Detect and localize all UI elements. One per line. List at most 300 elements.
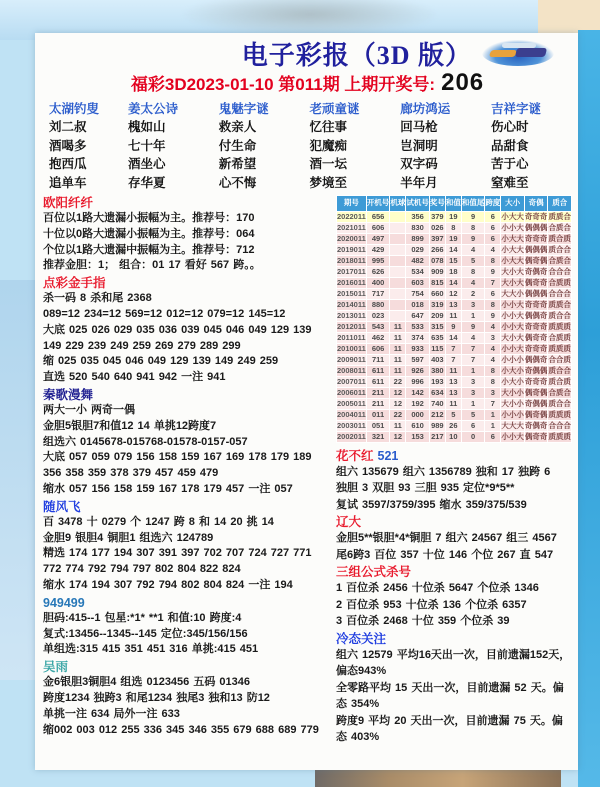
table-cell: 211 [367,399,390,409]
table-cell: 13 [446,377,461,387]
table-row [337,322,571,332]
table-cell: 8 [485,256,500,266]
table-cell: 603 [406,278,429,288]
table-cell: 合合合 [548,289,571,298]
table-cell [390,300,405,310]
table-cell: 379 [431,212,444,221]
table-cell [390,256,405,266]
table-cell: 534 [406,267,429,277]
table-cell: 13 [446,300,461,310]
table-cell: 989 [431,421,444,430]
poem-header: 吉祥字谜 [491,102,542,116]
table-row [337,311,571,321]
table-cell: 奇偶偶 [524,399,548,408]
section-title: 冷态关注 [336,631,387,646]
table-cell: 2004011 [337,410,366,419]
table-cell: 11 [390,355,405,365]
table-cell: 小小大 [501,300,524,309]
table-cell: 2013011 [337,311,366,320]
page-title: 电子彩报（3D 版） [241,40,472,70]
table-cell: 偶偶偶 [524,245,548,254]
table-cell: 偶偶偶 [524,223,548,232]
table-cell: 4 [462,333,485,343]
section-line: 推荐金胆：1； 组合：01 17 看好 567 跨。。 [43,259,261,272]
table-cell: 995 [367,256,390,266]
table-cell: 115 [431,344,444,353]
table-row [337,278,571,288]
table-cell: 小小大 [501,311,524,320]
table-cell: 9 [462,212,485,222]
table-cell: 大小大 [501,267,524,276]
section-line: 3 百位杀 2468 十位 359 个位杀 39 [336,615,510,627]
table-cell: 462 [367,333,390,343]
table-cell: 8 [462,223,485,233]
table-cell: 397 [431,234,444,243]
table-cell: 400 [367,278,390,288]
poem-column-4 [309,101,400,192]
table-cell: 大小小 [501,399,524,408]
section-花不红 [336,448,572,514]
table-cell: 2022011 [337,212,366,221]
table-cell: 3 [462,300,485,310]
table-cell: 610 [406,421,429,431]
table-cell: 7 [462,355,485,365]
poem-line: 抱西瓜 [49,157,87,171]
table-cell: 11 [390,421,405,431]
table-cell: 26 [446,421,461,431]
table-cell: 6 [462,421,485,431]
table-cell: 8 [485,377,500,387]
table-cell: 7 [485,399,500,409]
section-line: 杀一码 8 杀和尾 2368 [43,292,152,305]
history-table [336,195,572,443]
table-cell: 315 [431,322,444,331]
table-header-row [337,196,571,211]
table-cell: 合合合 [548,267,571,276]
table-cell: 374 [406,333,429,343]
table-cell: 8 [462,267,485,277]
table-cell: 19 [446,234,461,244]
table-cell: 2020011 [337,234,366,243]
table-row [337,355,571,365]
table-cell: 质质合 [548,212,571,221]
table-header-cell: 期号 [337,196,366,211]
table-cell: 质合合 [548,245,571,254]
poem-line: 苦于心 [491,157,529,171]
table-cell: 5 [462,256,485,266]
table-cell: 14 [446,278,461,288]
poem-header: 姜太公诗 [127,102,178,116]
table-cell: 356 [406,212,429,222]
table-cell: 606 [367,344,390,354]
table-row [337,344,571,354]
table-cell: 380 [431,366,444,375]
table-cell: 2017011 [337,267,366,276]
section-line: 独胆 3 双胆 93 三胆 935 定位*9*5** [336,482,515,494]
table-cell: 质质质 [548,410,571,419]
table-cell: 543 [367,322,390,332]
table-cell: 0 [462,432,485,442]
section-949499 [43,595,330,658]
table-header-cell: 开机号 [367,196,390,211]
table-cell: 奇奇奇 [524,300,548,309]
table-cell: 合质合 [548,388,571,397]
table-cell [390,267,405,277]
table-cell: 11 [446,399,461,409]
table-cell: 026 [431,223,444,232]
table-cell: 奇偶奇 [524,421,548,430]
poem-columns [43,99,572,192]
table-cell: 1 [462,366,485,376]
table-cell: 8 [485,366,500,376]
section-line: 复试 3597/3759/395 缩水 359/375/539 [336,498,527,511]
poem-line: 刘二叔 [49,120,87,134]
table-cell: 711 [367,355,390,365]
table-cell: 质合质 [548,377,571,386]
issue-subtitle: 福彩3D2023-01-10 第011期 上期开奖号: [130,75,436,94]
section-欧阳纤纤 [43,195,330,274]
table-cell: 9 [462,234,485,244]
section-line: 百位以1路大遗漏小振幅为主。推荐号：170 [43,212,255,224]
section-点彩金手指 [43,275,330,386]
table-cell: 11 [390,366,405,376]
table-cell: 7 [462,344,485,354]
table-cell: 奇奇奇 [524,344,548,353]
table-cell: 533 [406,322,429,332]
table-cell: 830 [406,223,429,233]
section-line: 精选 174 177 194 307 391 397 702 707 724 727 771 772 774 792 794 797 802 804 822 824 [43,547,312,576]
table-row [337,289,571,299]
section-line: 金6银胆3铜胆4 组选 0123456 五码 01346 [43,676,250,689]
main-content [43,195,572,747]
table-cell: 754 [406,289,429,299]
table-cell: 3 [485,333,500,343]
table-cell: 656 [367,212,390,222]
section-title: 花不红 521 [336,448,399,463]
table-cell: 4 [462,245,485,255]
table-cell: 偶偶奇 [524,311,548,320]
table-cell: 9 [446,322,461,332]
section-line: 胆码:415--1 包星:*1* **1 和值:10 跨度:4 [43,611,242,624]
table-cell: 12 [446,289,461,299]
table-cell: 小大小 [501,377,524,386]
table-cell: 小小小 [501,410,524,419]
table-cell: 合质质 [548,278,571,287]
table-cell: 192 [406,399,429,409]
table-cell: 12 [390,399,405,409]
table-cell: 质质合 [548,300,571,309]
table-cell: 18 [446,267,461,277]
table-cell: 8 [446,223,461,233]
table-cell: 029 [406,245,429,255]
table-header-cell: 试机号 [406,196,429,211]
table-cell: 4 [485,355,500,365]
table-row [337,377,571,387]
table-cell: 996 [406,377,429,387]
section-title: 欧阳纤纤 [43,196,94,210]
table-cell: 11 [390,344,405,354]
table-cell: 2007011 [337,377,366,386]
table-cell: 6 [485,223,500,233]
table-cell [390,278,405,288]
table-row [337,223,571,233]
section-line: 单组选:315 415 351 451 316 单挑:415 451 [43,643,259,656]
table-row [337,399,571,409]
table-cell: 926 [406,366,429,376]
poem-line: 七十年 [127,138,166,153]
table-cell: 815 [431,278,444,287]
table-cell: 2021011 [337,223,366,232]
table-cell: 6 [485,289,500,299]
table-cell: 偶奇奇 [524,432,548,441]
table-cell: 奇奇奇 [524,212,548,221]
table-cell: 质合合 [548,366,571,375]
table-cell: 266 [431,245,444,254]
table-row [337,256,571,266]
poem-column-3 [219,101,310,192]
left-edge-background [0,280,35,680]
table-cell: 6 [485,212,500,222]
table-cell: 小小小 [501,355,524,364]
table-header-cell: 跨度 [485,196,500,211]
table-cell: 717 [367,289,390,299]
table-cell: 740 [431,399,444,408]
section-line: 组六 12579 平均16天出一次，目前遗漏152天，偏态943% [336,648,571,677]
table-cell: 209 [431,311,444,320]
table-cell: 9 [485,311,500,321]
table-cell: 4 [485,344,500,354]
table-cell: 635 [431,333,444,342]
table-cell: 2008011 [337,366,366,375]
table-cell [390,234,405,244]
table-cell: 9 [462,322,485,332]
table-cell: 小小大 [501,223,524,232]
poem-line: 酒坐心 [127,157,166,171]
right-sections [336,448,572,746]
boats-logo-icon [482,40,554,66]
poem-line: 忆往事 [309,120,347,134]
table-cell: 大大小 [501,289,524,298]
table-cell: 15 [446,256,461,266]
table-cell: 2 [462,289,485,299]
table-cell: 153 [406,432,429,442]
section-line: 大底 025 026 029 035 036 039 045 046 049 129 139 149 229 239 249 259 269 279 289 299 [43,323,312,352]
table-cell: 2006011 [337,388,366,397]
section-line: 大底 057 059 079 156 158 159 167 169 178 179 189 356 358 359 378 379 457 459 479 [43,451,312,480]
section-title: 随风飞 [43,499,81,514]
table-cell: 597 [406,355,429,365]
table-cell: 大小小 [501,388,524,397]
poem-line: 犯魔痴 [309,138,347,153]
poem-line: 梦境至 [309,175,347,190]
table-cell: 14 [446,245,461,255]
poem-column-5 [400,101,491,192]
table-cell: 合质合 [548,223,571,232]
poem-line: 窒难至 [491,175,529,190]
table-cell: 奇奇奇 [524,377,548,386]
section-line: 百 3478 十 0279 个 1247 跨 8 和 14 20 挑 14 [43,515,274,528]
table-cell: 19 [446,212,461,222]
section-line: 缩水 057 156 158 159 167 178 179 457 一注 057 [43,482,293,495]
table-cell: 3 [462,377,485,387]
table-cell [390,311,405,321]
poem-line: 新希望 [218,157,257,171]
issue-line [43,69,572,99]
table-cell: 9 [485,267,500,277]
table-cell: 偶奇奇 [524,333,548,342]
section-line: 全零路平均 15 天出一次，目前遗漏 52 天。偏态 354% [336,681,564,710]
poem-column-6 [491,101,570,192]
section-line: 金胆5银胆7和值12 14 单挑12跨度7 [43,419,217,432]
table-cell: 319 [431,300,444,309]
table-cell: 大小大 [501,278,524,287]
table-cell: 8 [485,300,500,310]
table-cell: 质质质 [548,344,571,353]
table-row [337,432,571,442]
poem-line: 付生命 [218,138,257,153]
table-header-cell: 质合 [548,196,571,211]
table-cell: 10 [446,432,461,442]
section-title: 辽大 [336,515,362,529]
table-cell: 3 [485,388,500,398]
table-cell: 1 [462,399,485,409]
section-line: 尾6跨3 百位 357 十位 146 个位 267 直 547 [336,548,554,561]
table-cell: 偶偶偶 [524,289,548,298]
table-cell: 899 [406,234,429,244]
section-line: 复式:13456--1345--145 定位:345/156/156 [43,627,248,640]
table-cell: 合合合 [548,421,571,430]
table-row [337,410,571,420]
table-cell: 偶偶奇 [524,355,548,364]
poem-line: 伤心时 [491,120,529,134]
table-cell: 018 [406,300,429,310]
statue-background-image [180,0,440,37]
table-cell: 小大大 [501,245,524,254]
table-cell: 小大大 [501,256,524,265]
logo-shape [515,48,547,57]
section-line: 个位以1路大遗漏中振幅为主。推荐号：712 [43,243,255,256]
table-row [337,388,571,398]
poem-header: 鬼魅字谜 [218,102,269,116]
right-column [336,195,572,747]
poem-line: 岂洞明 [400,138,438,153]
table-cell: 4 [485,322,500,332]
table-header-cell: 奇偶 [525,196,548,211]
poem-line: 酒一坛 [309,157,347,171]
header [43,35,572,69]
section-line: 金胆9 银胆4 铜胆1 组选六 124789 [43,531,214,544]
table-header-cell: 机球 [390,196,405,211]
table-cell: 11 [446,311,461,321]
table-cell: 933 [406,344,429,354]
table-cell: 011 [367,410,390,420]
table-cell: 078 [431,256,444,265]
section-title: 秦歌漫舞 [43,387,94,402]
table-cell: 小大小 [501,366,524,375]
table-cell: 奇奇奇 [524,234,548,243]
table-cell: 909 [431,267,444,276]
table-cell: 偶奇偶 [524,410,548,419]
table-cell: 偶奇偶 [524,388,548,397]
table-cell: 7 [446,344,461,354]
table-cell: 000 [406,410,429,420]
poem-line: 追单车 [49,175,87,190]
section-title: 点彩金手指 [43,276,106,291]
table-row [337,234,571,244]
table-cell: 22 [390,410,405,420]
table-header-cell: 奖号 [430,196,445,211]
table-cell: 321 [367,432,390,442]
poem-line: 酒喝多 [49,138,87,153]
table-row [337,212,571,222]
table-cell: 1 [485,421,500,431]
poem-header: 老顽童谜 [309,102,360,116]
table-cell: 4 [462,278,485,288]
table-cell [390,223,405,233]
table-cell: 偶奇偶 [524,256,548,265]
section-line: 十位以0路大遗漏小振幅为主。推荐号：064 [43,227,255,240]
table-cell: 合合质 [548,355,571,364]
table-cell: 2009011 [337,355,366,364]
table-cell: 2003011 [337,421,366,430]
poem-line: 存华夏 [127,175,166,190]
table-cell: 2014011 [337,300,366,309]
table-row [337,267,571,277]
poem-column-2 [128,101,219,192]
section-title: 949499 [43,595,85,610]
table-cell: 大大大 [501,421,524,430]
table-cell: 634 [431,388,444,397]
table-cell: 偶奇奇 [524,278,548,287]
table-cell: 12 [390,388,405,398]
table-cell: 3 [462,388,485,398]
section-line: 1 百位杀 2456 十位杀 5647 个位杀 1346 [336,582,539,594]
section-title-extra: 521 [377,448,399,463]
table-cell: 4 [485,245,500,255]
table-cell: 606 [367,223,390,233]
table-cell: 12 [390,432,405,442]
table-row [337,421,571,431]
table-cell: 奇奇奇 [524,322,548,331]
poem-header: 太湖钓叟 [49,102,100,116]
table-cell: 22 [390,377,405,387]
section-line: 缩 025 035 045 046 049 129 139 149 249 259 [43,355,279,368]
table-cell: 小小大 [501,344,524,353]
table-cell: 6 [485,234,500,244]
table-cell: 2019011 [337,245,366,254]
table-cell: 429 [367,245,390,255]
section-title: 吴雨 [43,660,69,675]
table-cell: 497 [367,234,390,244]
table-cell: 奇偶偶 [524,366,548,375]
table-cell [390,289,405,299]
section-line: 金胆5**银胆*4*铜胆 7 组六 24567 组三 4567 [336,532,557,544]
section-line: 单挑一注 634 局外一注 633 [43,707,180,720]
table-cell: 403 [431,355,444,364]
table-cell: 合质质 [548,333,571,342]
section-line: 直选 520 540 640 941 942 一注 941 [43,371,226,384]
left-column [43,195,330,747]
section-line: 组选六 0145678-015768-01578-0157-057 [43,435,248,448]
table-cell: 2002011 [337,432,366,441]
table-cell: 482 [406,256,429,266]
right-edge-strip [578,30,600,787]
table-cell: 质合合 [548,311,571,320]
section-line: 跨度9 平均 20 天出一次，目前遗漏 75 天。偏态 403% [336,714,563,743]
table-cell: 质质质 [548,432,571,441]
table-cell: 11 [390,322,405,332]
table-cell: 11 [390,333,405,343]
